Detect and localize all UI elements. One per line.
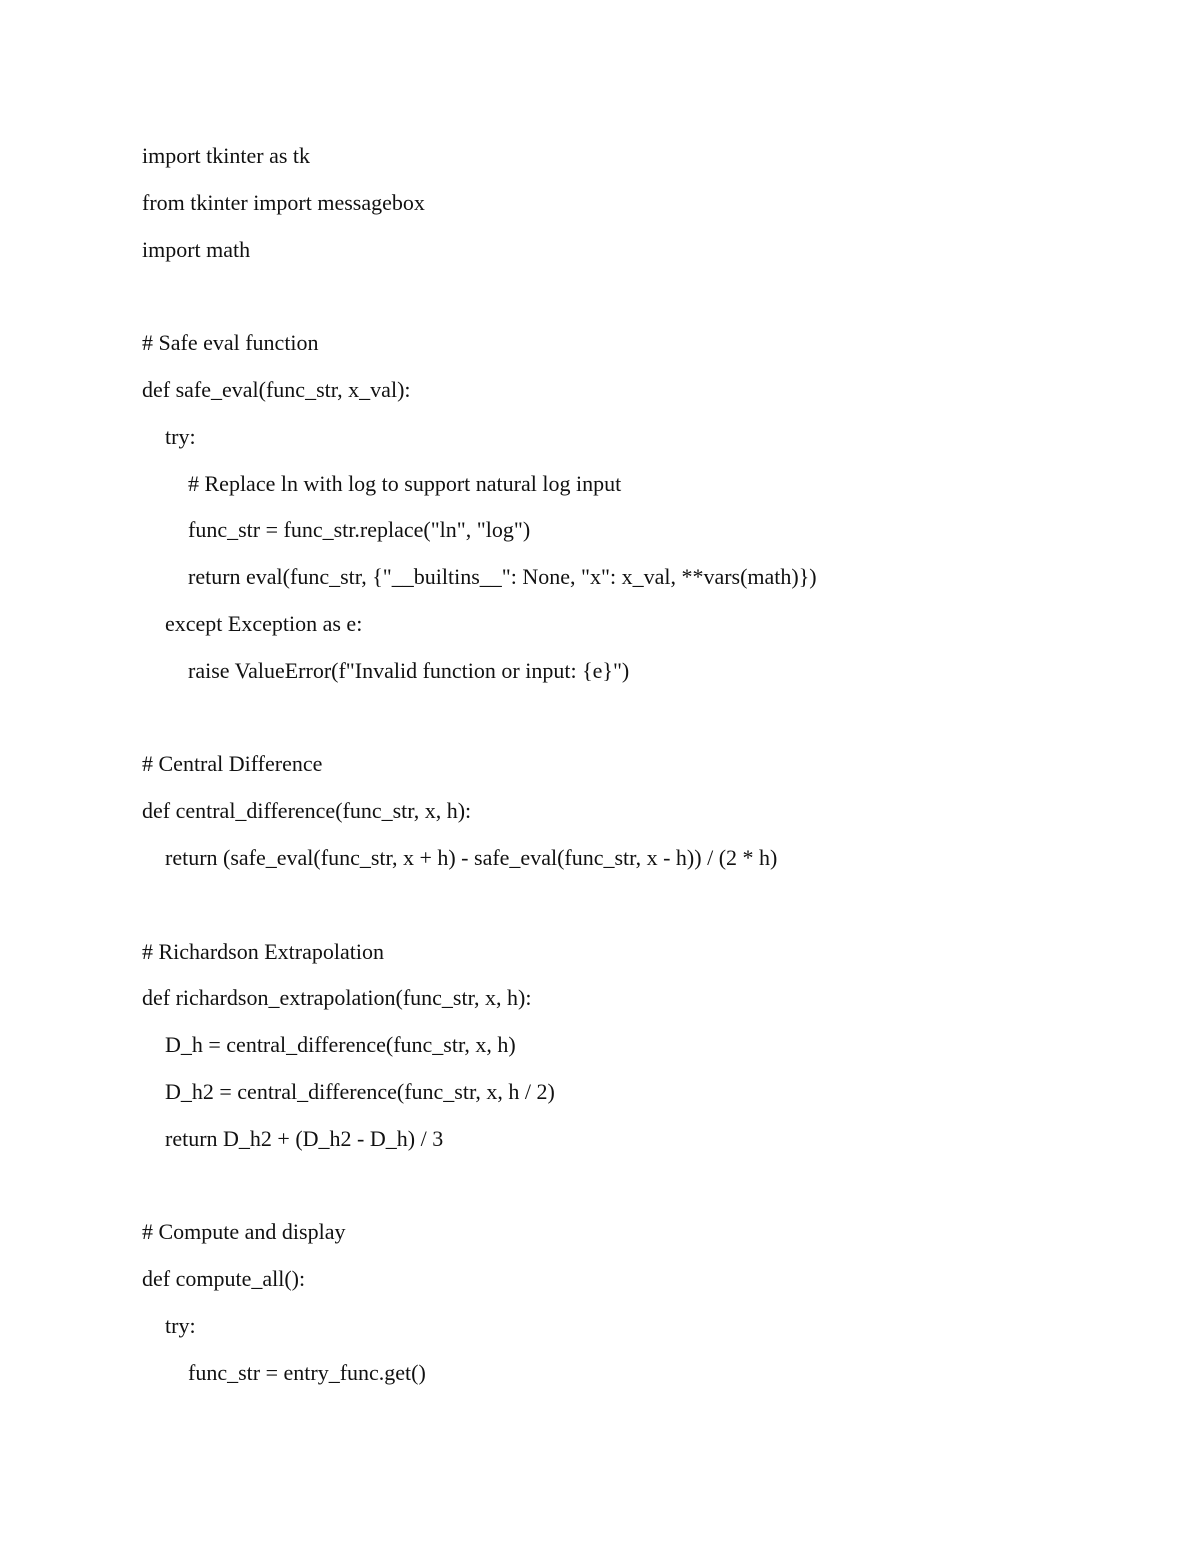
code-line: return eval(func_str, {"__builtins__": None, "x": x_val, **vars(math)}) (188, 564, 817, 590)
code-comment: # Central Difference (142, 751, 323, 777)
code-line: D_h2 = central_difference(func_str, x, h / 2) (165, 1078, 555, 1104)
blank-line (142, 1170, 1102, 1217)
code-line: except Exception as e: (165, 610, 363, 636)
code-comment: # Safe eval function (142, 330, 319, 356)
code-comment: # Replace ln with log to support natural log input (188, 470, 622, 496)
code-line: D_h = central_difference(func_str, x, h) (165, 1032, 516, 1058)
code-line: func_str = func_str.replace("ln", "log") (188, 517, 531, 543)
code-line: try: (165, 423, 196, 449)
code-line: return (safe_eval(func_str, x + h) - safe_eval(func_str, x - h)) / (2 * h) (165, 844, 778, 870)
code-line: func_str = entry_func.get() (188, 1359, 426, 1385)
code-line: from tkinter import messagebox (142, 189, 425, 215)
code-listing (142, 140, 1102, 1404)
code-line: raise ValueError(f"Invalid function or input: {e}") (188, 657, 630, 683)
code-comment: # Compute and display (142, 1219, 346, 1245)
code-line: import tkinter as tk (142, 143, 311, 168)
blank-line (142, 702, 1102, 749)
code-line: def compute_all(): (142, 1266, 306, 1292)
code-line: try: (165, 1312, 196, 1338)
blank-line (142, 280, 1102, 327)
code-line: def richardson_extrapolation(func_str, x, h): (142, 985, 532, 1011)
code-line: return D_h2 + (D_h2 - D_h) / 3 (165, 1125, 444, 1151)
code-line: def safe_eval(func_str, x_val): (142, 376, 411, 402)
blank-line (142, 889, 1102, 936)
code-line: import math (142, 236, 251, 262)
code-comment: # Richardson Extrapolation (142, 938, 384, 964)
code-line: def central_difference(func_str, x, h): (142, 798, 472, 824)
